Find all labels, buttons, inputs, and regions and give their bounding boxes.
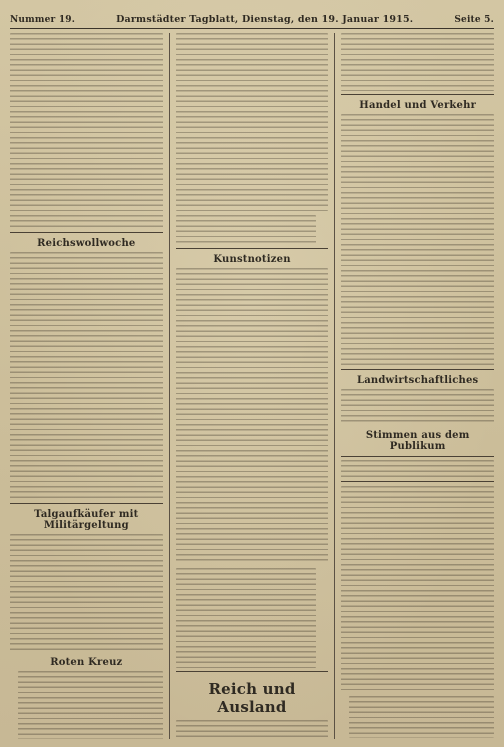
masthead [10, 14, 494, 29]
heading-handel-und-verkehr: Handel und Verkehr [359, 100, 477, 111]
article-text [10, 252, 163, 500]
article-text [176, 268, 329, 564]
article-text [341, 486, 494, 692]
issue-number: Nummer 19. [10, 15, 76, 25]
heading-landwirtschaftliches: Landwirtschaftliches [356, 375, 479, 386]
article-text [176, 568, 317, 668]
article-text [176, 33, 329, 211]
heading-talgaufkaeufer: Talgaufkäufer mit Militärgeltung [34, 509, 139, 531]
heading-roten-kreuz: Roten Kreuz [50, 657, 123, 668]
page-number: Seite 5. [454, 15, 494, 25]
article-text [349, 696, 494, 738]
column-right [334, 33, 494, 739]
notice-text [341, 460, 494, 478]
article-text [18, 671, 163, 739]
article-text [176, 215, 317, 245]
column-left [10, 33, 163, 739]
heading-stimmen-aus-dem-publikum: Stimmen aus dem Publikum [365, 430, 470, 452]
article-text [10, 33, 163, 229]
heading-reichswollwoche: Reichswollwoche [37, 238, 136, 249]
newspaper-title: Darmstädter Tagblatt, Dienstag, den 19. Januar 1915. [116, 14, 414, 25]
article-text [176, 720, 329, 739]
heading-kunstnotizen: Kunstnotizen [213, 254, 291, 265]
article-text [341, 33, 494, 91]
column-middle [169, 33, 329, 739]
article-text [341, 114, 494, 366]
article-text [10, 534, 163, 652]
heading-reich-und-ausland: Reich und Ausland [208, 680, 296, 716]
article-text [341, 389, 494, 425]
notice-box [341, 456, 494, 482]
